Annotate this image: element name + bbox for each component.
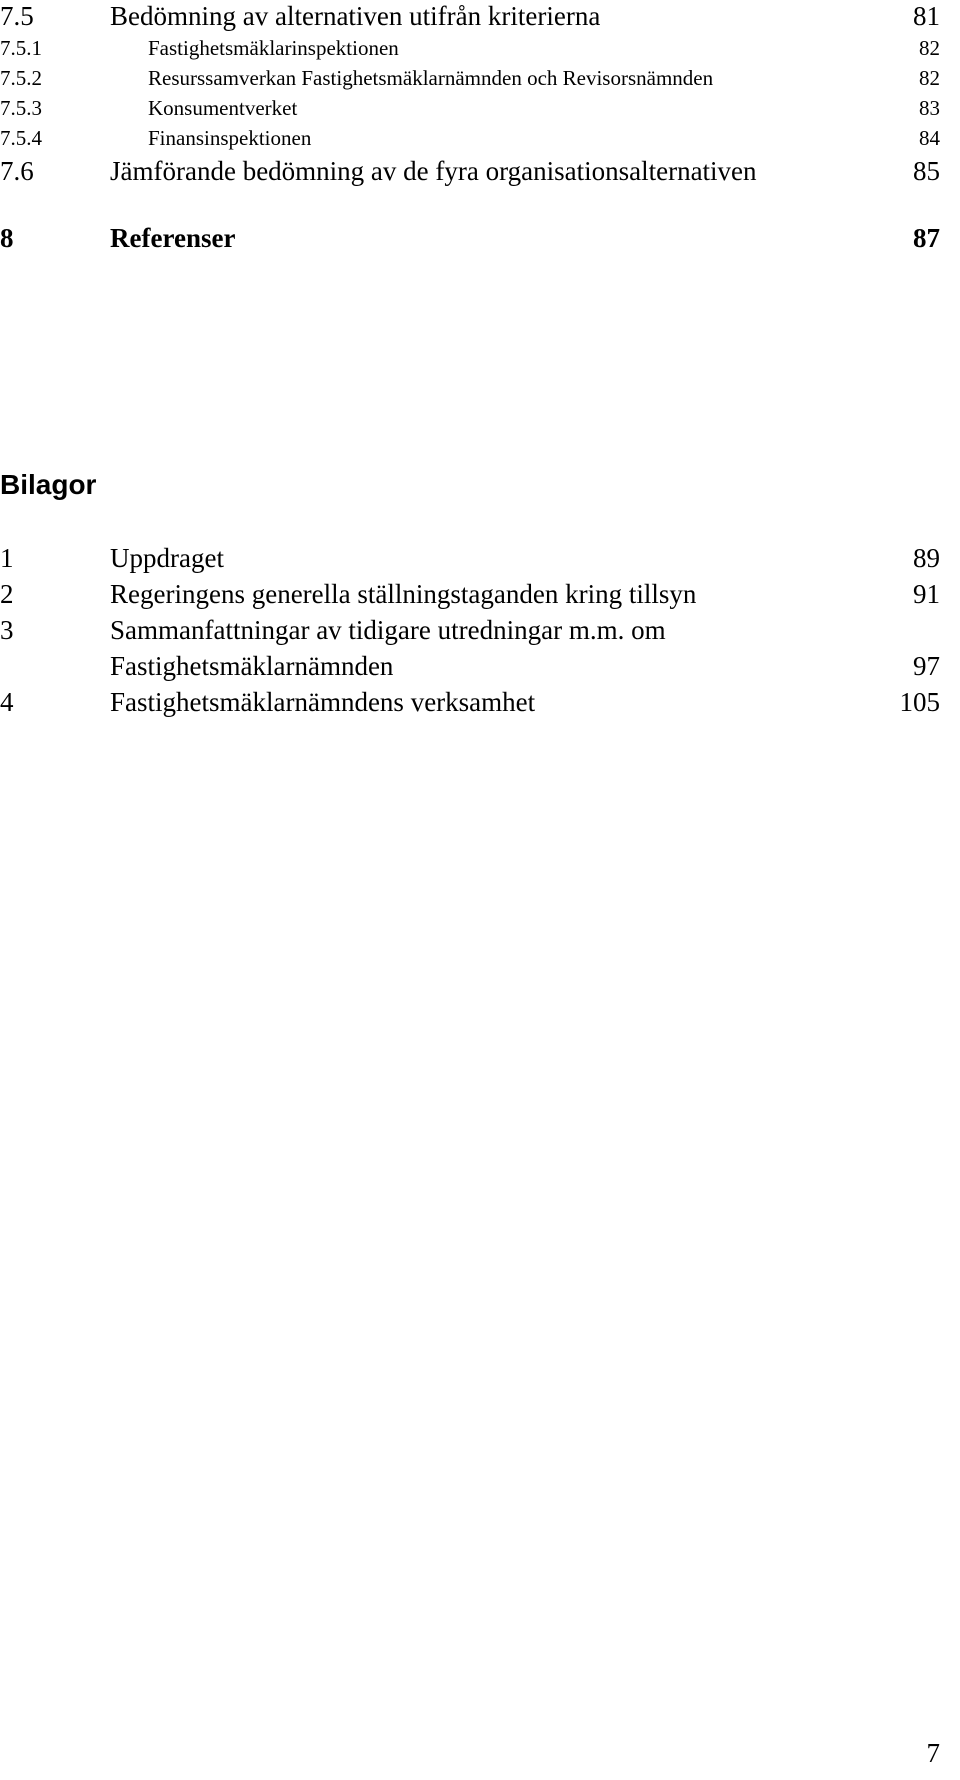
appendix-number: 1 bbox=[0, 543, 14, 573]
toc-number: 7.5.4 bbox=[0, 126, 42, 150]
toc-page: 84 bbox=[919, 126, 940, 150]
toc-number: 7.5.3 bbox=[0, 96, 42, 120]
chapter-page: 87 bbox=[913, 223, 940, 253]
appendix-number: 4 bbox=[0, 687, 14, 717]
toc-page: 83 bbox=[919, 96, 940, 120]
toc-title: Bedömning av alternativen utifrån kriterierna bbox=[110, 1, 601, 31]
toc-title: Finansinspektionen bbox=[148, 126, 312, 150]
appendix-page: 91 bbox=[913, 579, 940, 609]
toc-number: 7.5 bbox=[0, 1, 34, 31]
chapter-number: 8 bbox=[0, 223, 14, 253]
appendix-title: Uppdraget bbox=[110, 543, 224, 573]
appendix-page: 97 bbox=[913, 651, 940, 681]
toc-page: 85 bbox=[913, 156, 940, 186]
page-number: 7 bbox=[926, 1738, 940, 1768]
toc-title: Jämförande bedömning av de fyra organisationsalternativen bbox=[110, 156, 757, 186]
appendix-page: 89 bbox=[913, 543, 940, 573]
appendix-number: 2 bbox=[0, 579, 14, 609]
toc-number: 7.6 bbox=[0, 156, 34, 186]
toc-title: Konsumentverket bbox=[148, 96, 298, 120]
toc-number: 7.5.2 bbox=[0, 66, 42, 90]
appendix-heading: Bilagor bbox=[0, 469, 97, 500]
appendix-title: Fastighetsmäklarnämndens verksamhet bbox=[110, 687, 536, 717]
appendix-title: Fastighetsmäklarnämnden bbox=[110, 651, 394, 681]
appendix-title: Sammanfattningar av tidigare utredningar m.m. om bbox=[110, 615, 666, 645]
appendix-number: 3 bbox=[0, 615, 14, 645]
toc-number: 7.5.1 bbox=[0, 36, 42, 60]
chapter-title: Referenser bbox=[110, 223, 236, 253]
toc-page: 81 bbox=[913, 1, 940, 31]
appendix-page: 105 bbox=[899, 687, 940, 717]
toc-title: Fastighetsmäklarinspektionen bbox=[148, 36, 399, 60]
appendix-title: Regeringens generella ställningstaganden kring tillsyn bbox=[110, 579, 697, 609]
toc-page: 82 bbox=[919, 66, 940, 90]
toc-page: 82 bbox=[919, 36, 940, 60]
toc-title: Resurssamverkan Fastighetsmäklarnämnden och Revisorsnämnden bbox=[148, 66, 714, 90]
